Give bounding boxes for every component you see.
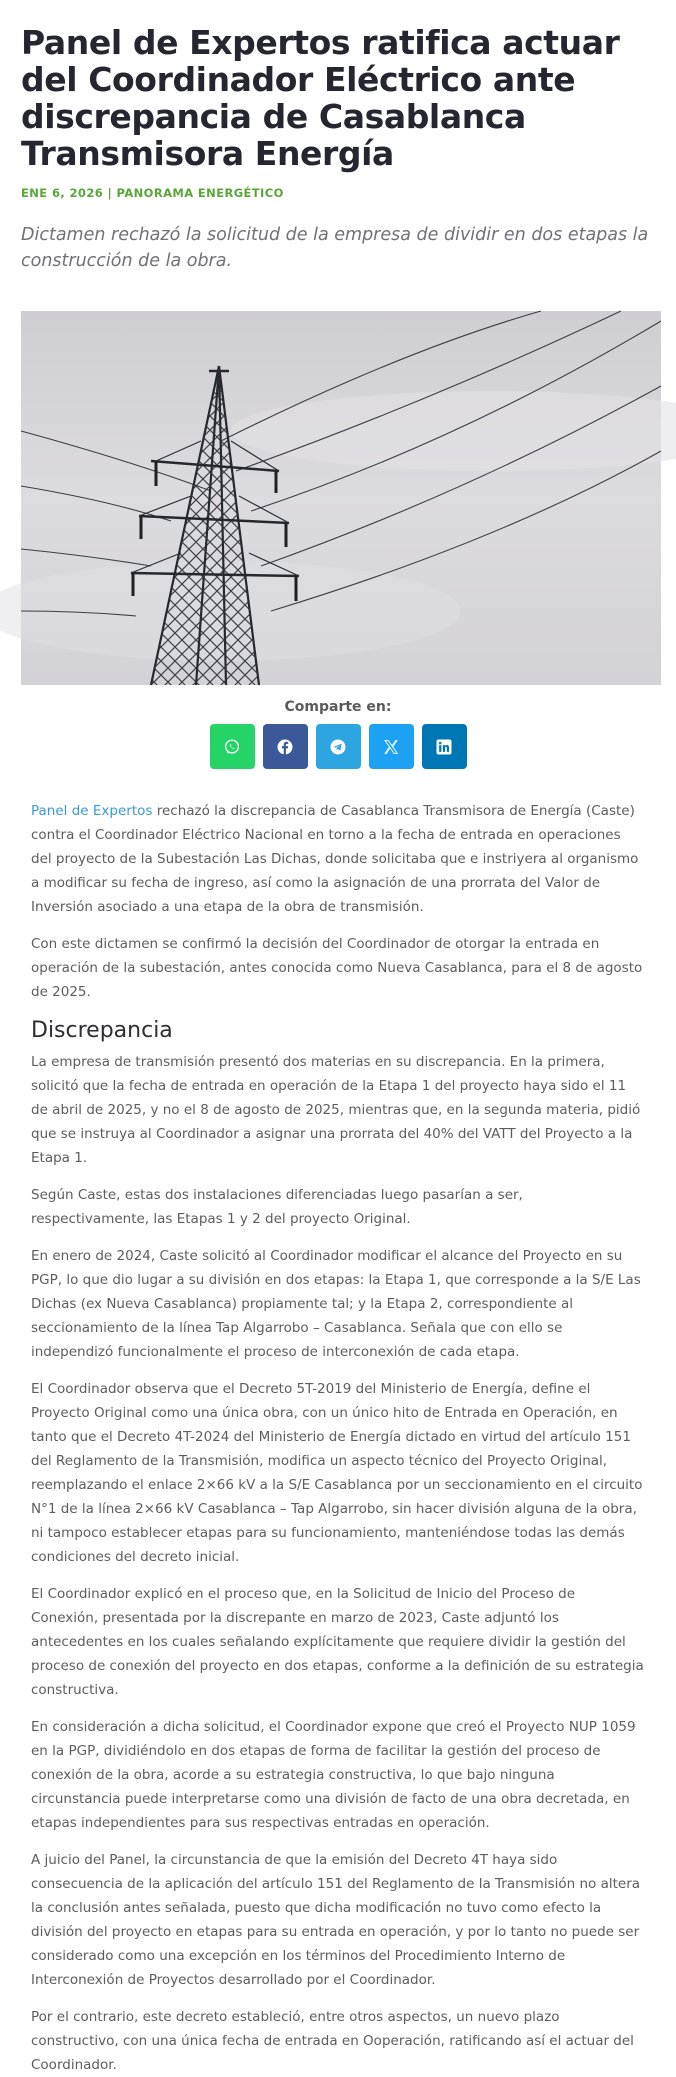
section-heading-discrepancia: Discrepancia [31,1018,173,1043]
paragraph-8: En consideración a dicha solicitud, el Coordinador expone que creó el Proyecto NUP 1059 en la PGP, dividiéndolo en dos etapas de forma de facilitar la gestión del proceso de conexión de la obra, acorde a su estrategia constructiva, lo que bajo ninguna circunstancia puede interpretarse como una división de facto de una obra decretada, en etapas independientes para sus respectivas entradas en operación. [31,1719,636,1831]
article-category[interactable]: PANORAMA ENERGÉTICO [116,186,284,200]
paragraph-10: Por el contrario, este decreto estableció, entre otros aspectos, un nuevo plazo constructivo, con una única fecha de entrada en Ooperación, ratificando así el actuar del Coordinador. [31,2009,634,2073]
paragraph-5: En enero de 2024, Caste solicitó al Coordinador modificar el alcance del Proyecto en su PGP, lo que dio lugar a su división en dos etapas: la Etapa 1, que corresponde a la S/E Las Dichas (ex Nueva Casablanca) propiamente tal; y la Etapa 2, correspondiente al seccionamiento de la línea Tap Algarrobo – Casablanca. Señala que con ello se independizó funcionalmente el proceso de interconexión de cada etapa. [31,1248,641,1360]
hero-image-transmission-tower [21,311,661,685]
facebook-icon [276,738,294,756]
whatsapp-icon [223,738,241,756]
article-title: Panel de Expertos ratifica actuar del Coordinador Eléctrico ante discrepancia de Casablanca Transmisora Energía [21,23,620,173]
paragraph-3: La empresa de transmisión presentó dos materias en su discrepancia. En la primera, solicitó que la fecha de entrada en operación de la Etapa 1 del proyecto haya sido el 11 de abril de 2025, y no el 8 de agosto de 2025, mientras que, en la segunda materia, pidió que se instruya al Coordinador a asignar una prorrata del 40% del VATT del Proyecto a la Etapa 1. [31,1054,641,1166]
meta-separator: | [107,186,113,200]
paragraph-4: Según Caste, estas dos instalaciones diferenciadas luego pasarían a ser, respectivamente, las Etapas 1 y 2 del proyecto Original. [31,1187,523,1227]
share-buttons [21,724,655,769]
article-meta [21,186,655,200]
telegram-share-button[interactable] [316,724,361,769]
paragraph-1 [31,799,645,919]
panel-de-expertos-link[interactable]: Panel de Expertos [31,803,153,819]
paragraph-9: A juicio del Panel, la circunstancia de que la emisión del Decreto 4T haya sido consecuencia de la aplicación del artículo 151 del Reglamento de la Transmisión no altera la conclusión antes señalada, puesto que dicha modificación no tuvo como efecto la división del proyecto en etapas para su entrada en operación, y por lo tanto no puede ser considerado como una excepción en los términos del Procedimiento Interno de Interconexión de Proyectos desarrollado por el Coordinador. [31,1852,641,1988]
share-label: Comparte en: [284,699,392,715]
x-icon [382,738,400,756]
paragraph-6: El Coordinador observa que el Decreto 5T-2019 del Ministerio de Energía, define el Proyecto Original como una única obra, con un único hito de Entrada en Operación, en tanto que el Decreto 4T-2024 del Ministerio de Energía dictado en virtud del artículo 151 del Reglamento de la Transmisión, modifica un aspecto técnico del Proyecto Original, reemplazando el enlace 2×66 kV a la S/E Casablanca por un seccionamiento en el circuito N°1 de la línea 2×66 kV Casablanca – Tap Algarrobo, sin hacer división alguna de la obra, ni tampoco establecer etapas para su funcionamiento, manteniéndose todas las demás condiciones del decreto inicial. [31,1381,643,1565]
telegram-icon [329,738,347,756]
article-date: ENE 6, 2026 [21,186,104,200]
whatsapp-share-button[interactable] [210,724,255,769]
facebook-share-button[interactable] [263,724,308,769]
linkedin-share-button[interactable] [422,724,467,769]
article-body [21,769,655,2077]
linkedin-icon [435,738,453,756]
paragraph-7: El Coordinador explicó en el proceso que, en la Solicitud de Inicio del Proceso de Conexión, presentada por la discrepante en marzo de 2023, Caste adjuntó los antecedentes en los cuales señalando explícitamente que requiere dividir la gestión del proceso de conexión del proyecto en dos etapas, conforme a la definición de su estrategia constructiva. [31,1586,644,1698]
paragraph-2: Con este dictamen se confirmó la decisión del Coordinador de otorgar la entrada en operación de la subestación, antes conocida como Nueva Casablanca, para el 8 de agosto de 2025. [31,936,643,1000]
article-subtitle: Dictamen rechazó la solicitud de la empresa de dividir en dos etapas la construcción de la obra. [21,225,649,271]
x-share-button[interactable] [369,724,414,769]
paragraph-1-text: rechazó la discrepancia de Casablanca Transmisora de Energía (Caste) contra el Coordinador Eléctrico Nacional en torno a la fecha de entrada en operaciones del proyecto de la Subestación Las Dichas, donde solicitaba que e instriyera al organismo a modificar su fecha de ingreso, así como la asignación de una prorrata del Valor de Inversión asociado a una etapa de la obra de transmisión. [31,803,639,915]
